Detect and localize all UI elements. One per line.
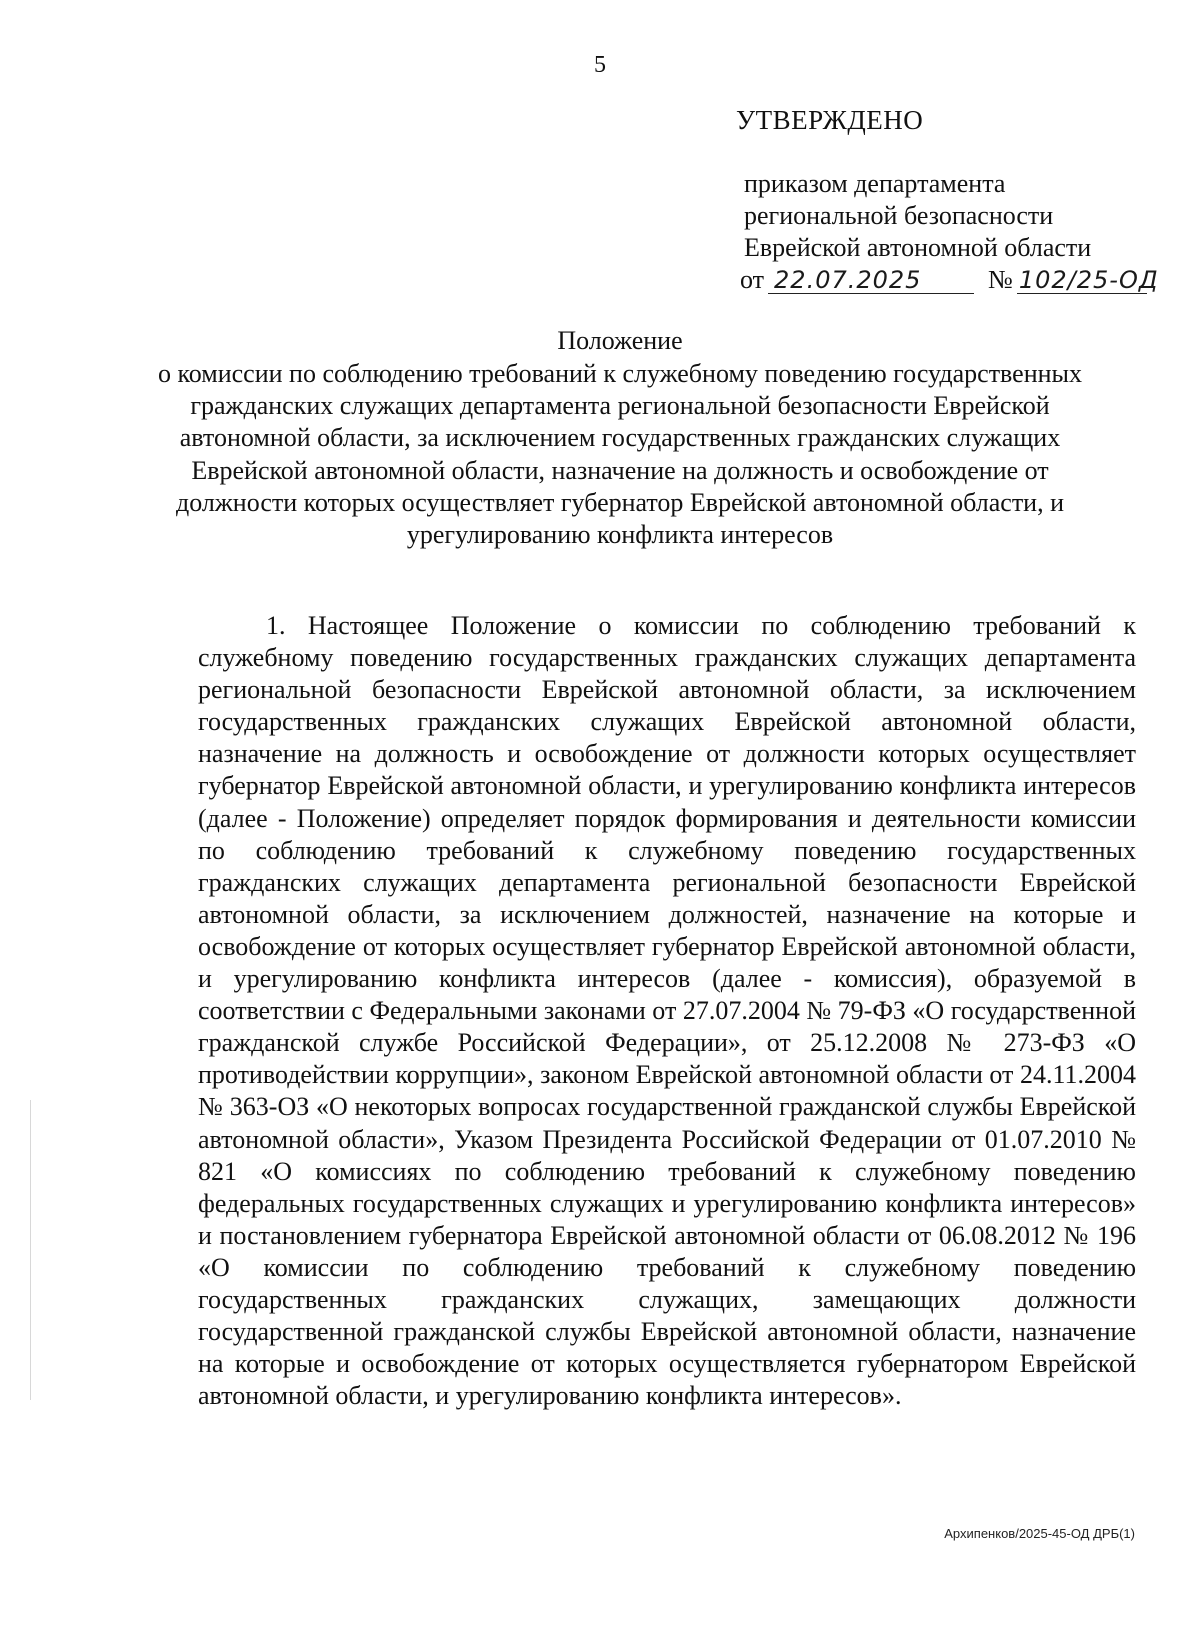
approval-line-2: региональной безопасности bbox=[744, 201, 1054, 230]
paragraph-1: 1. Настоящее Положение о комиссии по соблюдению требований к служебному поведению государственных гражданских служащих департамента региональной безопасности Еврейской автономной области, за исключением государственных гражданских служащих Еврейской автономной области, назначение на должность и освобождение от должности которых осуществляет губернатор Еврейской автономной области, и урегулированию конфликта интересов (далее - Положение) определяет порядок формирования и деятельности комиссии по соблюдению требований к служебному поведению государственных гражданских служащих департамента региональной безопасности Еврейской автономной области, за исключением должностей, назначение на которые и освобождение от которых осуществляет губернатор Еврейской автономной области, и урегулированию конфликта интересов (далее - комиссия), образуемой в соответствии с Федеральными законами от 27.07.2004 № 79-ФЗ «О государственной гражданской службе Российской Федерации», от 25.12.2008 № 273-ФЗ «О противодействии коррупции», законом Еврейской автономной области от 24.11.2004 № 363-ОЗ «О некоторых вопросах государственной гражданской службы Еврейской автономной области», Указом Президента Российской Федерации от 01.07.2010 № 821 «О комиссиях по соблюдению требований к служебному поведению федеральных государственных служащих и урегулированию конфликта интересов» и постановлением губернатора Еврейской автономной области от 06.08.2012 № 196 «О комиссии по соблюдению требований к служебному поведению государственных гражданских служащих, замещающих должности государственной гражданской службы Еврейской автономной области, назначение на которые и освобождение от которых осуществляется губернатором Еврейской автономной области, и урегулированию конфликта интересов». bbox=[198, 611, 1136, 1411]
document-title: Положение bbox=[557, 326, 683, 355]
handwritten-order-number: 102/25-ОД bbox=[1018, 266, 1159, 294]
order-date-number-line bbox=[740, 264, 1164, 296]
page-number: 5 bbox=[594, 52, 606, 78]
date-prefix: от bbox=[740, 265, 765, 294]
number-sign: № bbox=[988, 265, 1013, 294]
document-subtitle: о комиссии по соблюдению требований к служебному поведению государственных гражданских служащих департамента региональной безопасности Еврейской автономной области, за исключением государственных гражданских служащих Еврейской автономной области, назначение на должность и освобождение от должности которых осуществляет губернатор Еврейской автономной области, и урегулированию конфликта интересов bbox=[157, 359, 1083, 550]
scan-margin-mark bbox=[30, 1100, 31, 1400]
approval-line-3: Еврейской автономной области bbox=[744, 233, 1092, 262]
footer-document-code: Архипенков/2025-45-ОД ДРБ(1) bbox=[944, 1526, 1135, 1541]
approval-block bbox=[740, 168, 1164, 296]
approval-line-1: приказом департамента bbox=[744, 169, 1006, 198]
handwritten-date: 22.07.2025 bbox=[768, 267, 974, 294]
approved-label: УТВЕРЖДЕНО bbox=[736, 105, 924, 135]
